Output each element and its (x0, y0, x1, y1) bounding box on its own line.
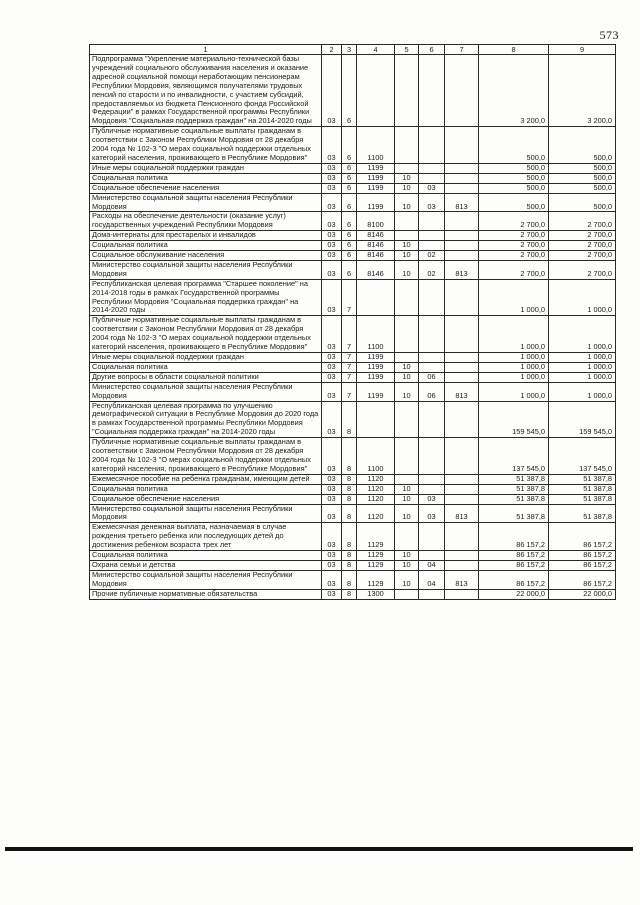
table-row (90, 570, 616, 589)
header-col-7: 7 (445, 45, 479, 55)
row-code-cell: 03 (322, 362, 342, 372)
row-code-cell: 03 (419, 504, 445, 523)
row-code-cell (419, 173, 445, 183)
row-name-cell: Министерство социальной защиты населения Республики Мордовия (90, 570, 322, 589)
row-amount-cell: 2 700,0 (479, 260, 549, 279)
row-code-cell (445, 551, 479, 561)
row-code-cell: 8 (342, 438, 357, 475)
row-amount-cell: 1 000,0 (479, 362, 549, 372)
row-code-cell: 813 (445, 382, 479, 401)
row-code-cell (395, 523, 419, 551)
row-code-cell: 1129 (357, 551, 395, 561)
row-code-cell: 10 (395, 494, 419, 504)
row-code-cell: 03 (322, 193, 342, 212)
table-row (90, 279, 616, 316)
row-code-cell (395, 55, 419, 127)
row-code-cell: 6 (342, 231, 357, 241)
row-name-cell: Иные меры социальной поддержки граждан (90, 353, 322, 363)
row-code-cell: 7 (342, 372, 357, 382)
row-amount-cell: 1 000,0 (549, 372, 616, 382)
row-code-cell (445, 560, 479, 570)
table-row (90, 401, 616, 438)
row-code-cell: 7 (342, 316, 357, 353)
row-code-cell (419, 279, 445, 316)
row-code-cell: 03 (322, 231, 342, 241)
row-code-cell: 10 (395, 570, 419, 589)
row-amount-cell: 51 387,8 (549, 504, 616, 523)
row-code-cell (395, 474, 419, 484)
row-code-cell: 1199 (357, 372, 395, 382)
page-number: 573 (599, 28, 619, 42)
row-code-cell: 03 (322, 438, 342, 475)
row-amount-cell: 500,0 (479, 163, 549, 173)
row-code-cell: 03 (322, 401, 342, 438)
row-code-cell: 1199 (357, 193, 395, 212)
row-code-cell: 8 (342, 589, 357, 599)
row-code-cell: 813 (445, 260, 479, 279)
row-code-cell: 03 (322, 316, 342, 353)
row-amount-cell: 51 387,8 (479, 494, 549, 504)
row-code-cell (395, 589, 419, 599)
row-amount-cell: 159 545,0 (479, 401, 549, 438)
table-row (90, 504, 616, 523)
row-code-cell: 03 (322, 353, 342, 363)
row-code-cell (419, 241, 445, 251)
row-code-cell: 03 (322, 163, 342, 173)
row-code-cell: 6 (342, 183, 357, 193)
row-amount-cell: 1 000,0 (549, 316, 616, 353)
table-row (90, 353, 616, 363)
row-amount-cell: 2 700,0 (479, 212, 549, 231)
table-row (90, 241, 616, 251)
row-name-cell: Социальное обеспечение населения (90, 183, 322, 193)
table-body (90, 55, 616, 600)
row-code-cell: 03 (322, 55, 342, 127)
row-code-cell: 10 (395, 484, 419, 494)
row-code-cell: 8 (342, 474, 357, 484)
row-code-cell: 03 (419, 494, 445, 504)
row-amount-cell: 2 700,0 (549, 241, 616, 251)
row-code-cell (445, 474, 479, 484)
row-amount-cell: 500,0 (479, 173, 549, 183)
row-code-cell: 7 (342, 362, 357, 372)
row-code-cell: 8 (342, 401, 357, 438)
row-amount-cell: 2 700,0 (549, 212, 616, 231)
row-amount-cell: 159 545,0 (549, 401, 616, 438)
row-amount-cell: 86 157,2 (549, 570, 616, 589)
row-name-cell: Социальная политика (90, 173, 322, 183)
header-col-5: 5 (395, 45, 419, 55)
row-code-cell (395, 163, 419, 173)
row-code-cell (357, 55, 395, 127)
row-code-cell (395, 316, 419, 353)
row-code-cell: 8146 (357, 251, 395, 261)
row-name-cell: Республиканская целевая программа "Старшее поколение" на 2014-2018 годы в рамках Государственной программы Республики Мордовия "Социальная поддержка граждан" на 2014-2020 годы (90, 279, 322, 316)
row-code-cell: 7 (342, 382, 357, 401)
row-code-cell (445, 183, 479, 193)
row-amount-cell: 2 700,0 (549, 251, 616, 261)
table-header (90, 45, 616, 55)
row-code-cell: 8 (342, 560, 357, 570)
row-code-cell (445, 231, 479, 241)
row-code-cell: 1120 (357, 474, 395, 484)
row-amount-cell: 2 700,0 (549, 231, 616, 241)
row-code-cell (445, 173, 479, 183)
row-code-cell: 6 (342, 212, 357, 231)
table-row (90, 382, 616, 401)
row-name-cell: Республиканская целевая программа по улучшению демографической ситуации в Республике Мордовия до 2020 года в рамках Государственной программы Республики Мордовия "Социальная поддержка граждан" на 2014-2020 годы (90, 401, 322, 438)
row-code-cell: 8 (342, 484, 357, 494)
row-name-cell: Охрана семьи и детства (90, 560, 322, 570)
row-code-cell: 1120 (357, 494, 395, 504)
row-code-cell: 10 (395, 241, 419, 251)
row-name-cell: Публичные нормативные социальные выплаты гражданам в соответствии с Законом Республики Мордовия от 28 декабря 2004 года № 102-З "О мерах социальной поддержки отдельных категорий населения, проживающего в Республике Мордовия" (90, 127, 322, 164)
row-code-cell: 813 (445, 504, 479, 523)
row-code-cell (445, 494, 479, 504)
row-code-cell: 03 (322, 382, 342, 401)
row-code-cell (445, 241, 479, 251)
header-col-4: 4 (357, 45, 395, 55)
row-amount-cell: 500,0 (549, 163, 616, 173)
table-row (90, 362, 616, 372)
row-amount-cell: 1 000,0 (549, 382, 616, 401)
row-code-cell (445, 438, 479, 475)
row-name-cell: Социальная политика (90, 241, 322, 251)
row-code-cell: 03 (322, 212, 342, 231)
row-code-cell: 03 (322, 560, 342, 570)
table-row (90, 251, 616, 261)
row-code-cell: 04 (419, 560, 445, 570)
table-row (90, 231, 616, 241)
row-amount-cell: 500,0 (549, 183, 616, 193)
header-col-8: 8 (479, 45, 549, 55)
row-code-cell (395, 353, 419, 363)
row-code-cell (445, 127, 479, 164)
row-amount-cell: 86 157,2 (479, 570, 549, 589)
row-code-cell: 02 (419, 260, 445, 279)
header-col-9: 9 (549, 45, 616, 55)
row-code-cell: 8 (342, 523, 357, 551)
table-row (90, 212, 616, 231)
row-name-cell: Социальное обслуживание населения (90, 251, 322, 261)
row-code-cell (419, 127, 445, 164)
table-row (90, 163, 616, 173)
row-code-cell (419, 353, 445, 363)
row-name-cell: Дома-интернаты для престарелых и инвалидов (90, 231, 322, 241)
row-code-cell (445, 212, 479, 231)
row-code-cell: 1129 (357, 570, 395, 589)
row-amount-cell: 1 000,0 (549, 362, 616, 372)
row-code-cell: 03 (322, 494, 342, 504)
row-code-cell: 10 (395, 362, 419, 372)
row-name-cell: Министерство социальной защиты населения Республики Мордовия (90, 382, 322, 401)
row-code-cell: 03 (322, 484, 342, 494)
row-name-cell: Социальное обеспечение населения (90, 494, 322, 504)
row-amount-cell: 51 387,8 (549, 484, 616, 494)
row-code-cell: 1300 (357, 589, 395, 599)
row-code-cell: 04 (419, 570, 445, 589)
row-code-cell: 03 (322, 173, 342, 183)
row-code-cell (395, 401, 419, 438)
row-code-cell: 8146 (357, 231, 395, 241)
row-code-cell: 6 (342, 127, 357, 164)
row-code-cell: 8 (342, 494, 357, 504)
row-code-cell: 03 (322, 504, 342, 523)
row-code-cell: 1199 (357, 362, 395, 372)
row-code-cell: 6 (342, 260, 357, 279)
row-code-cell: 8146 (357, 260, 395, 279)
row-amount-cell: 86 157,2 (479, 551, 549, 561)
table-row (90, 589, 616, 599)
row-code-cell: 6 (342, 173, 357, 183)
budget-table (89, 44, 616, 600)
row-code-cell: 03 (322, 570, 342, 589)
row-amount-cell: 22 000,0 (479, 589, 549, 599)
row-amount-cell: 51 387,8 (549, 474, 616, 484)
row-code-cell: 10 (395, 260, 419, 279)
row-code-cell (445, 316, 479, 353)
row-code-cell: 1120 (357, 504, 395, 523)
table-row (90, 193, 616, 212)
row-code-cell: 1199 (357, 353, 395, 363)
row-code-cell: 1100 (357, 438, 395, 475)
row-code-cell (445, 362, 479, 372)
header-col-3: 3 (342, 45, 357, 55)
row-code-cell (419, 484, 445, 494)
row-code-cell (419, 589, 445, 599)
row-code-cell: 1100 (357, 127, 395, 164)
row-code-cell: 06 (419, 382, 445, 401)
row-code-cell (419, 212, 445, 231)
row-name-cell: Ежемесячная денежная выплата, назначаемая в случае рождения третьего ребенка или последующих детей до достижения ребенком возраста трех лет (90, 523, 322, 551)
row-code-cell (445, 372, 479, 382)
row-amount-cell: 51 387,8 (479, 484, 549, 494)
row-code-cell: 1100 (357, 316, 395, 353)
row-code-cell (445, 523, 479, 551)
row-amount-cell: 1 000,0 (479, 372, 549, 382)
row-code-cell (445, 279, 479, 316)
row-code-cell: 7 (342, 279, 357, 316)
row-amount-cell: 500,0 (549, 127, 616, 164)
row-amount-cell: 86 157,2 (549, 551, 616, 561)
row-code-cell: 1199 (357, 163, 395, 173)
row-amount-cell: 2 700,0 (479, 231, 549, 241)
row-code-cell (419, 551, 445, 561)
row-code-cell: 10 (395, 173, 419, 183)
row-code-cell (395, 279, 419, 316)
row-amount-cell: 2 700,0 (479, 241, 549, 251)
row-code-cell: 03 (322, 260, 342, 279)
row-amount-cell: 86 157,2 (549, 560, 616, 570)
row-amount-cell: 86 157,2 (549, 523, 616, 551)
row-code-cell: 03 (322, 551, 342, 561)
row-code-cell (419, 362, 445, 372)
row-code-cell (419, 231, 445, 241)
table-row (90, 127, 616, 164)
row-amount-cell: 3 200,0 (479, 55, 549, 127)
row-amount-cell: 500,0 (479, 127, 549, 164)
row-code-cell: 1199 (357, 382, 395, 401)
row-code-cell (419, 438, 445, 475)
header-row (90, 45, 616, 55)
row-name-cell: Иные меры социальной поддержки граждан (90, 163, 322, 173)
row-amount-cell: 2 700,0 (549, 260, 616, 279)
table-row (90, 372, 616, 382)
row-code-cell: 10 (395, 372, 419, 382)
row-amount-cell: 1 000,0 (479, 382, 549, 401)
row-amount-cell: 51 387,8 (479, 474, 549, 484)
table-row (90, 438, 616, 475)
row-code-cell (445, 484, 479, 494)
row-name-cell: Социальная политика (90, 362, 322, 372)
row-name-cell: Ежемесячное пособие на ребенка гражданам, имеющим детей (90, 474, 322, 484)
row-code-cell: 03 (322, 183, 342, 193)
row-code-cell: 10 (395, 183, 419, 193)
row-code-cell: 8 (342, 504, 357, 523)
row-code-cell (445, 353, 479, 363)
row-amount-cell: 86 157,2 (479, 523, 549, 551)
row-code-cell: 10 (395, 251, 419, 261)
row-code-cell (445, 55, 479, 127)
row-code-cell (419, 163, 445, 173)
row-amount-cell: 51 387,8 (479, 504, 549, 523)
row-code-cell (419, 316, 445, 353)
row-code-cell: 03 (419, 183, 445, 193)
table-row (90, 494, 616, 504)
row-code-cell: 03 (322, 279, 342, 316)
row-amount-cell: 3 200,0 (549, 55, 616, 127)
row-name-cell: Министерство социальной защиты населения Республики Мордовия (90, 504, 322, 523)
table-row (90, 560, 616, 570)
row-amount-cell: 1 000,0 (549, 353, 616, 363)
row-code-cell: 7 (342, 353, 357, 363)
row-code-cell: 03 (322, 589, 342, 599)
row-code-cell (419, 474, 445, 484)
row-amount-cell: 500,0 (549, 193, 616, 212)
row-code-cell: 1199 (357, 183, 395, 193)
row-amount-cell: 1 000,0 (479, 279, 549, 316)
row-amount-cell: 2 700,0 (479, 251, 549, 261)
row-amount-cell: 500,0 (549, 173, 616, 183)
table-row (90, 173, 616, 183)
header-col-1: 1 (90, 45, 322, 55)
row-amount-cell: 1 000,0 (479, 316, 549, 353)
row-name-cell: Публичные нормативные социальные выплаты гражданам в соответствии с Законом Республики Мордовия от 28 декабря 2004 года № 102-З "О мерах социальной поддержки отдельных категорий населения, проживающего в Республике Мордовия" (90, 316, 322, 353)
row-code-cell: 6 (342, 251, 357, 261)
bottom-rule (5, 847, 633, 851)
row-name-cell: Расходы на обеспечение деятельности (оказание услуг) государственных учреждений Республики Мордовия (90, 212, 322, 231)
row-code-cell: 10 (395, 551, 419, 561)
row-code-cell: 8100 (357, 212, 395, 231)
row-amount-cell: 137 545,0 (549, 438, 616, 475)
table-row (90, 183, 616, 193)
row-code-cell: 02 (419, 251, 445, 261)
row-amount-cell: 51 387,8 (549, 494, 616, 504)
row-amount-cell: 137 545,0 (479, 438, 549, 475)
row-code-cell: 813 (445, 193, 479, 212)
row-code-cell: 1120 (357, 484, 395, 494)
row-name-cell: Публичные нормативные социальные выплаты гражданам в соответствии с Законом Республики Мордовия от 28 декабря 2004 года № 102-З "О мерах социальной поддержки отдельных категорий населения, проживающего в Республике Мордовия" (90, 438, 322, 475)
row-name-cell: Министерство социальной защиты населения Республики Мордовия (90, 260, 322, 279)
row-amount-cell: 500,0 (479, 183, 549, 193)
row-code-cell: 10 (395, 193, 419, 212)
row-code-cell (445, 163, 479, 173)
row-amount-cell: 1 000,0 (549, 279, 616, 316)
row-code-cell: 6 (342, 241, 357, 251)
row-code-cell: 1199 (357, 173, 395, 183)
row-code-cell: 1129 (357, 523, 395, 551)
row-amount-cell: 1 000,0 (479, 353, 549, 363)
table-row (90, 523, 616, 551)
row-code-cell: 1129 (357, 560, 395, 570)
row-code-cell: 03 (322, 523, 342, 551)
row-code-cell: 10 (395, 504, 419, 523)
row-code-cell: 813 (445, 570, 479, 589)
table-row (90, 551, 616, 561)
header-col-2: 2 (322, 45, 342, 55)
row-name-cell: Социальная политика (90, 551, 322, 561)
row-code-cell (445, 589, 479, 599)
row-code-cell: 03 (322, 251, 342, 261)
row-code-cell: 6 (342, 55, 357, 127)
row-code-cell (419, 523, 445, 551)
row-name-cell: Министерство социальной защиты населения Республики Мордовия (90, 193, 322, 212)
table-row (90, 484, 616, 494)
row-code-cell (357, 279, 395, 316)
row-amount-cell: 86 157,2 (479, 560, 549, 570)
row-code-cell (395, 231, 419, 241)
row-code-cell (395, 212, 419, 231)
row-code-cell: 8 (342, 551, 357, 561)
row-code-cell: 6 (342, 193, 357, 212)
row-name-cell: Другие вопросы в области социальной политики (90, 372, 322, 382)
row-amount-cell: 500,0 (479, 193, 549, 212)
row-code-cell: 03 (322, 241, 342, 251)
row-code-cell: 8146 (357, 241, 395, 251)
row-amount-cell: 22 000,0 (549, 589, 616, 599)
row-name-cell: Социальная политика (90, 484, 322, 494)
row-code-cell: 6 (342, 163, 357, 173)
row-code-cell: 8 (342, 570, 357, 589)
header-col-6: 6 (419, 45, 445, 55)
row-code-cell: 06 (419, 372, 445, 382)
table-row (90, 316, 616, 353)
row-code-cell: 10 (395, 560, 419, 570)
row-name-cell: Прочие публичные нормативные обязательства (90, 589, 322, 599)
row-name-cell: Подпрограмма "Укрепление материально-технической базы учреждений социального обслуживания населения и оказание адресной социальной помощи неработающим пенсионерам Республики Мордовия, являющимся получателями трудовых пенсий по старости и по инвалидности, с участием субсидий, предоставляемых из бюджета Пенсионного фонда Российской Федерации" в рамках Государственной программы Республики Мордовия "Социальная поддержка граждан" на 2014-2020 годы (90, 55, 322, 127)
row-code-cell (445, 401, 479, 438)
row-code-cell: 03 (419, 193, 445, 212)
table-row (90, 55, 616, 127)
table-row (90, 474, 616, 484)
row-code-cell (395, 127, 419, 164)
row-code-cell: 03 (322, 372, 342, 382)
row-code-cell (445, 251, 479, 261)
row-code-cell (419, 401, 445, 438)
row-code-cell (357, 401, 395, 438)
row-code-cell: 10 (395, 382, 419, 401)
row-code-cell: 03 (322, 127, 342, 164)
row-code-cell: 03 (322, 474, 342, 484)
row-code-cell (395, 438, 419, 475)
table-row (90, 260, 616, 279)
row-code-cell (419, 55, 445, 127)
